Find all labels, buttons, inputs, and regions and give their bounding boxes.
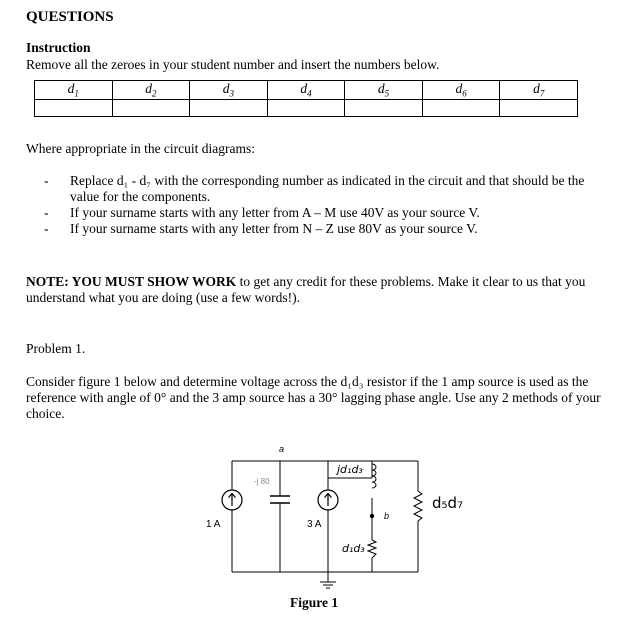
source-1a-label: 1 A	[206, 519, 221, 530]
digit-header-row	[35, 81, 578, 100]
digit-value-cell[interactable]	[35, 99, 113, 116]
note-paragraph	[26, 274, 612, 306]
node-b-dot	[370, 514, 374, 518]
digit-value-row	[35, 99, 578, 116]
source-3a-label: 3 A	[307, 519, 322, 530]
figure-caption: Figure 1	[290, 595, 339, 610]
digit-header-d6: $d_6$	[422, 81, 500, 100]
digit-value-cell[interactable]	[422, 99, 500, 116]
resistor-right	[414, 491, 422, 521]
current-source-3a	[318, 490, 338, 510]
digit-value-cell[interactable]	[500, 99, 578, 116]
digit-header-d2: $d_2$	[112, 81, 190, 100]
digit-header-d7: $d_7$	[500, 81, 578, 100]
inductor-label: jd₁d₃	[337, 463, 363, 476]
figure-1	[0, 436, 635, 636]
problem-title: Problem 1.	[26, 341, 86, 356]
digit-value-cell[interactable]	[190, 99, 268, 116]
bullet-list	[44, 173, 610, 237]
digit-value-cell[interactable]	[345, 99, 423, 116]
bullet-item: - If your surname starts with any letter from N – Z use 80V as your source V.	[44, 221, 478, 236]
inductor	[372, 464, 376, 488]
digit-header-d3: $d_3$	[190, 81, 268, 100]
resistor-mid	[368, 540, 376, 558]
capacitor	[270, 496, 290, 503]
ground-symbol	[320, 582, 336, 588]
resistor-mid-label: d₁d₃	[342, 542, 365, 555]
digit-value-cell[interactable]	[267, 99, 345, 116]
instruction-heading: Instruction	[26, 40, 91, 55]
digit-header-d5: $d_5$	[345, 81, 423, 100]
digit-header-d4: $d_4$	[267, 81, 345, 100]
instruction-text: Remove all the zeroes in your student number and insert the numbers below.	[26, 57, 440, 72]
note-bold: NOTE: YOU MUST SHOW WORK	[26, 274, 237, 289]
circuit-diagram	[0, 436, 635, 636]
node-a-label: a	[279, 444, 285, 454]
bullet-item: - Replace d₁ - d₇ with the corresponding number as indicated in the circuit and that should be the value for the components.	[44, 173, 585, 204]
student-digit-table	[34, 80, 578, 117]
resistor-right-label: d₅d₇	[432, 494, 464, 512]
current-source-1a	[222, 490, 242, 510]
note-rest: to get any credit for these problems. Make it clear to us that you understand what you are doing (use a few words!).	[26, 274, 586, 305]
capacitor-label: -j 80	[254, 477, 270, 486]
page-title: QUESTIONS	[26, 9, 114, 25]
digit-header-d1: $d_1$	[35, 81, 113, 100]
node-b-label: b	[384, 511, 390, 521]
bullet-item: - If your surname starts with any letter from A – M use 40V as your source V.	[44, 205, 480, 220]
digit-value-cell[interactable]	[112, 99, 190, 116]
problem-text: Consider figure 1 below and determine voltage across the d₁d₃ resistor if the 1 amp source is used as the reference with angle of 0° and the 3 amp source has a 30° lagging phase angle. Use any 2 methods of your choice.	[26, 374, 601, 421]
circuit-intro: Where appropriate in the circuit diagrams:	[26, 141, 256, 156]
